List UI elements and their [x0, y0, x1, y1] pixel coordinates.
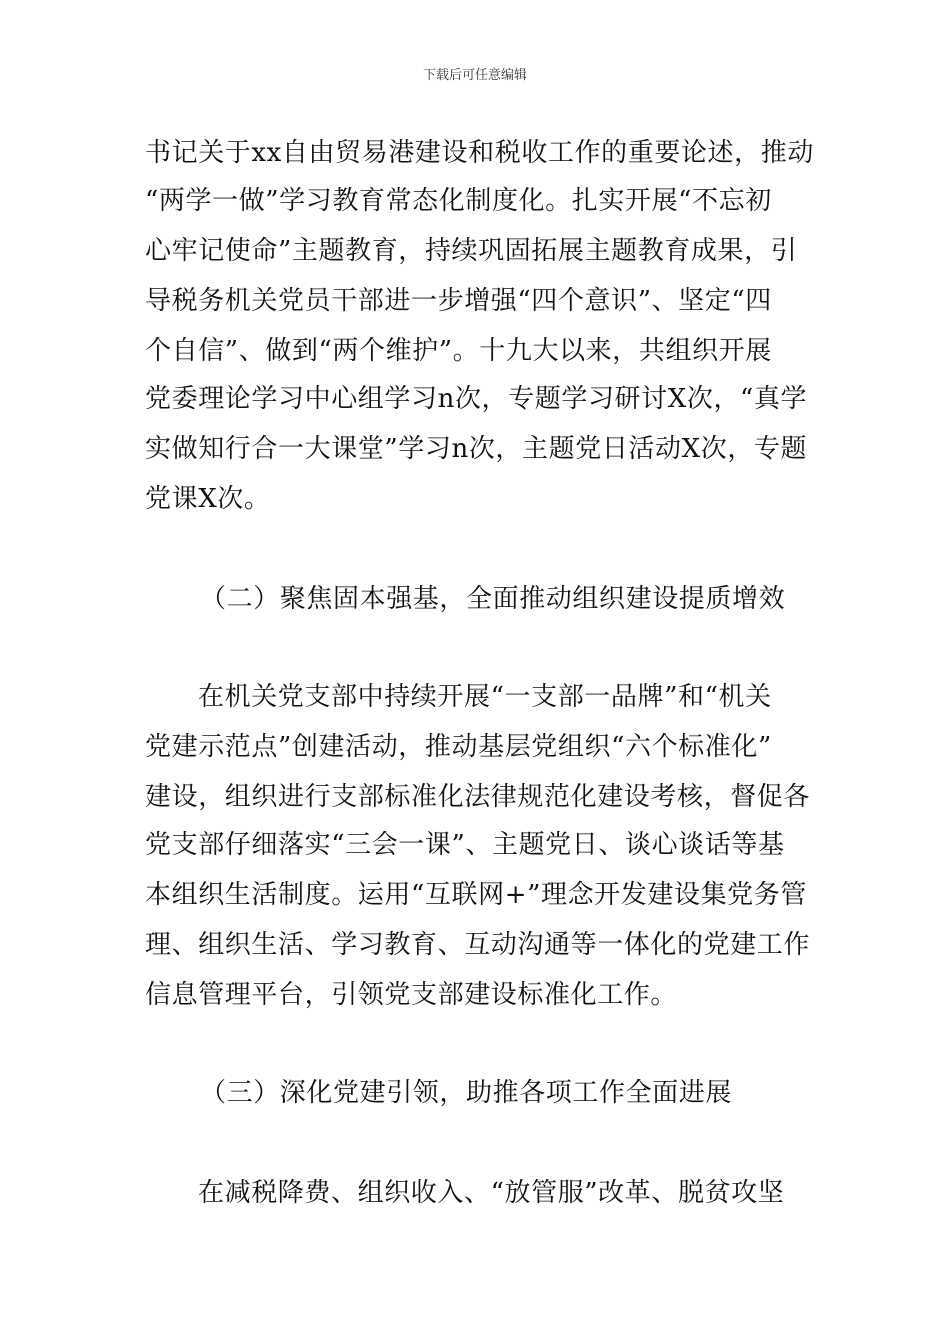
page-header: 下载后可任意编辑: [422, 68, 527, 83]
paragraph-line: 心牢记使命”主题教育，持续巩固拓展主题教育成果，引: [145, 236, 798, 266]
section-heading: （三）深化党建引领，助推各项工作全面进展: [200, 1078, 733, 1108]
paragraph-line: 党课X次。: [145, 484, 271, 514]
paragraph-line: 实做知行合一大课堂”学习n次，主题党日活动X次，专题: [145, 434, 808, 464]
paragraph-line: 个自信”、做到“两个维护”。十九大以来，共组织开展: [145, 336, 772, 366]
paragraph-line: 书记关于xx自由贸易港建设和税收工作的重要论述，推动: [145, 138, 814, 168]
section-heading: （二）聚焦固本强基，全面推动组织建设提质增效: [200, 584, 786, 614]
paragraph-line: 本组织生活制度。运用“互联网+”理念开发建设集党务管: [145, 880, 807, 910]
paragraph-line: 理、组织生活、学习教育、互动沟通等一体化的党建工作: [145, 930, 811, 960]
paragraph-line: 党委理论学习中心组学习n次，专题学习研讨X次，“真学: [145, 384, 808, 414]
paragraph-line: 建设，组织进行支部标准化法律规范化建设考核，督促各: [145, 782, 811, 812]
paragraph-line: 在机关党支部中持续开展“一支部一品牌”和“机关: [198, 682, 772, 712]
paragraph-line: 在减税降费、组织收入、“放管服”改革、脱贫攻坚: [198, 1178, 785, 1208]
paragraph-line: 导税务机关党员干部进一步增强“四个意识”、坚定“四: [145, 286, 772, 316]
paragraph-line: 党支部仔细落实“三会一课”、主题党日、谈心谈话等基: [145, 830, 785, 860]
paragraph-line: 信息管理平台，引领党支部建设标准化工作。: [145, 980, 678, 1010]
paragraph-line: 党建示范点”创建活动，推动基层党组织“六个标准化”: [145, 732, 772, 762]
paragraph-line: “两学一做”学习教育常态化制度化。扎实开展“不忘初: [145, 186, 772, 216]
